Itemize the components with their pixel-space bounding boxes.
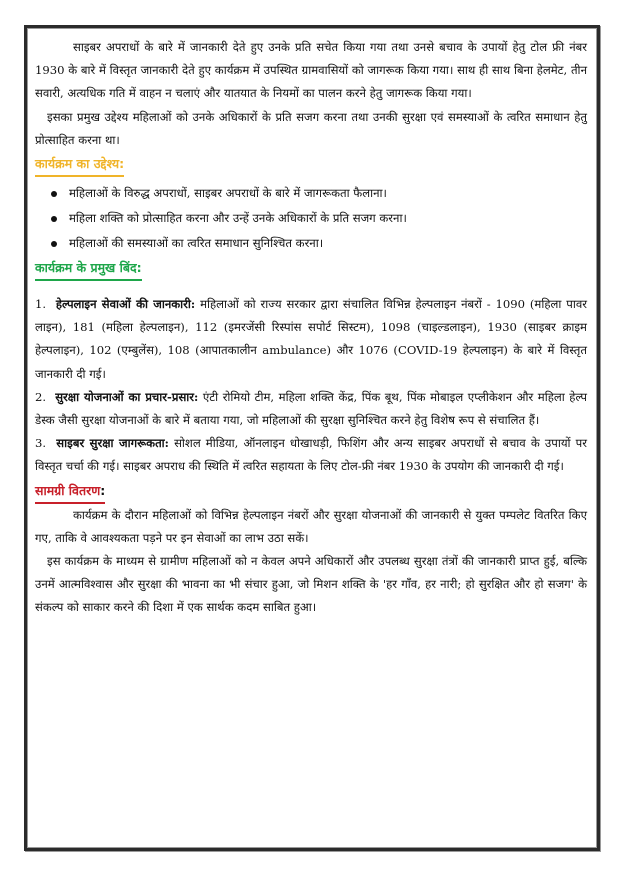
key-point-title: सुरक्षा योजनाओं का प्रचार-प्रसार: <box>55 389 199 404</box>
distribution-section <box>35 479 587 620</box>
intro-paragraph-2: इसका प्रमुख उद्देश्य महिलाओं को उनके अधिकारों के प्रति सजग करना तथा उनकी सुरक्षा एवं समस्याओं के त्वरित समाधान हेतु प्रोत्साहित करना था। <box>35 109 587 147</box>
key-points-heading-text: कार्यक्रम के प्रमुख बिंद <box>35 260 137 276</box>
key-points-section <box>35 256 587 479</box>
distribution-heading <box>35 481 105 504</box>
key-point-title: साइबर सुरक्षा जागरूकता: <box>56 436 169 451</box>
key-point-number: 1. <box>35 297 47 312</box>
distribution-heading-text: सामग्री वितरण <box>35 482 101 498</box>
key-point-item <box>35 386 587 432</box>
key-points-heading-colon: : <box>136 260 142 276</box>
key-point-text: महिलाओं को राज्य सरकार द्वारा संचालित विभिन्न हेल्पलाइन नंबरों - 1090 (महिला पावर लाइन), 181 (महिला हेल्पलाइन), 112 (इमरजेंसी रिस्पांस सपोर्ट सिस्टम), 1098 (चाइल्डलाइन), 1930 (साइबर क्राइम हेल्पलाइन), 102 (एम्बुलेंस), 108 (आपातकालीन ambulance) और 1076 (COVID-19 हेल्पलाइन) के बारे में विस्तृत जानकारी दी गई। <box>35 297 588 381</box>
key-point-number: 2. <box>35 389 47 404</box>
objectives-heading-colon: : <box>119 156 125 172</box>
objectives-section <box>35 152 587 256</box>
key-points-heading <box>35 258 142 281</box>
distribution-paragraph-2: इस कार्यक्रम के माध्यम से ग्रामीण महिलाओं को न केवल अपने अधिकारों और उपलब्ध सुरक्षा तंत्रों की जानकारी प्राप्त हुई, बल्कि उनमें आत्मविश्वास और सुरक्षा की भावना का भी संचार हुआ, जो मिशन शक्ति के 'हर गाँव, हर नारी; हो सुरक्षित और हो सजग' के संकल्प को साकार करने की दिशा में एक सार्थक कदम साबित हुआ। <box>35 554 587 615</box>
key-point-item <box>35 432 587 478</box>
objectives-list <box>35 181 587 256</box>
list-item: महिलाओं के विरुद्ध अपराधों, साइबर अपराधों के बारे में जागरूकता फैलाना। <box>69 181 587 206</box>
intro-paragraph-1: साइबर अपराधों के बारे में जानकारी देते हुए उनके प्रति सचेत किया गया तथा उनसे बचाव के उपायों हेतु टोल फ्री नंबर 1930 के बारे में विस्तृत जानकारी देते हुए कार्यक्रम में उपस्थित ग्रामवासियों को जागरूक किया गया। साथ ही साथ बिना हेलमेट, तीन सवारी, अत्यधिक गति में वाहन न चलाएं और यातयात के नियमों का पालन करने हेतु जागरूक किया गया। <box>35 40 587 101</box>
document-body <box>35 36 587 620</box>
key-point-text: एंटी रोमियो टीम, महिला शक्ति केंद्र, पिंक बूथ, पिंक मोबाइल एप्लीकेशन और महिला हेल्प डेस्क जैसी सुरक्षा योजनाओं के बारे में बताया गया, जो महिलाओं की सुरक्षा सुनिश्चित करने हेतु विशेष रूप से संचालित हैं। <box>35 389 588 428</box>
key-point-number: 3. <box>35 436 47 451</box>
list-item: महिलाओं की समस्याओं का त्वरित समाधान सुनिश्चित करना। <box>69 231 587 256</box>
objectives-heading-text: कार्यक्रम का उद्देश्य <box>35 156 120 172</box>
distribution-heading-colon: : <box>100 482 106 498</box>
spacer <box>35 281 587 293</box>
key-point-item <box>35 293 587 386</box>
objectives-heading <box>35 154 124 177</box>
list-item: महिला शक्ति को प्रोत्साहित करना और उन्हें उनके अधिकारों के प्रति सजग करना। <box>69 206 587 231</box>
key-point-text: सोशल मीडिया, ऑनलाइन धोखाधड़ी, फिशिंग और अन्य साइबर अपराधों से बचाव के उपायों पर विस्तृत चर्चा की गई। साइबर अपराध की स्थिति में त्वरित सहायता के लिए टोल-फ्री नंबर 1930 के उपयोग की जानकारी दी गई। <box>35 436 587 474</box>
distribution-paragraph-1: कार्यक्रम के दौरान महिलाओं को विभिन्न हेल्पलाइन नंबरों और सुरक्षा योजनाओं की जानकारी से युक्त पम्पलेट वितरित किए गए, ताकि वे आवश्यकता पड़ने पर इन सेवाओं का लाभ उठा सकें। <box>35 507 587 545</box>
key-point-title: हेल्पलाइन सेवाओं की जानकारी: <box>55 297 196 312</box>
